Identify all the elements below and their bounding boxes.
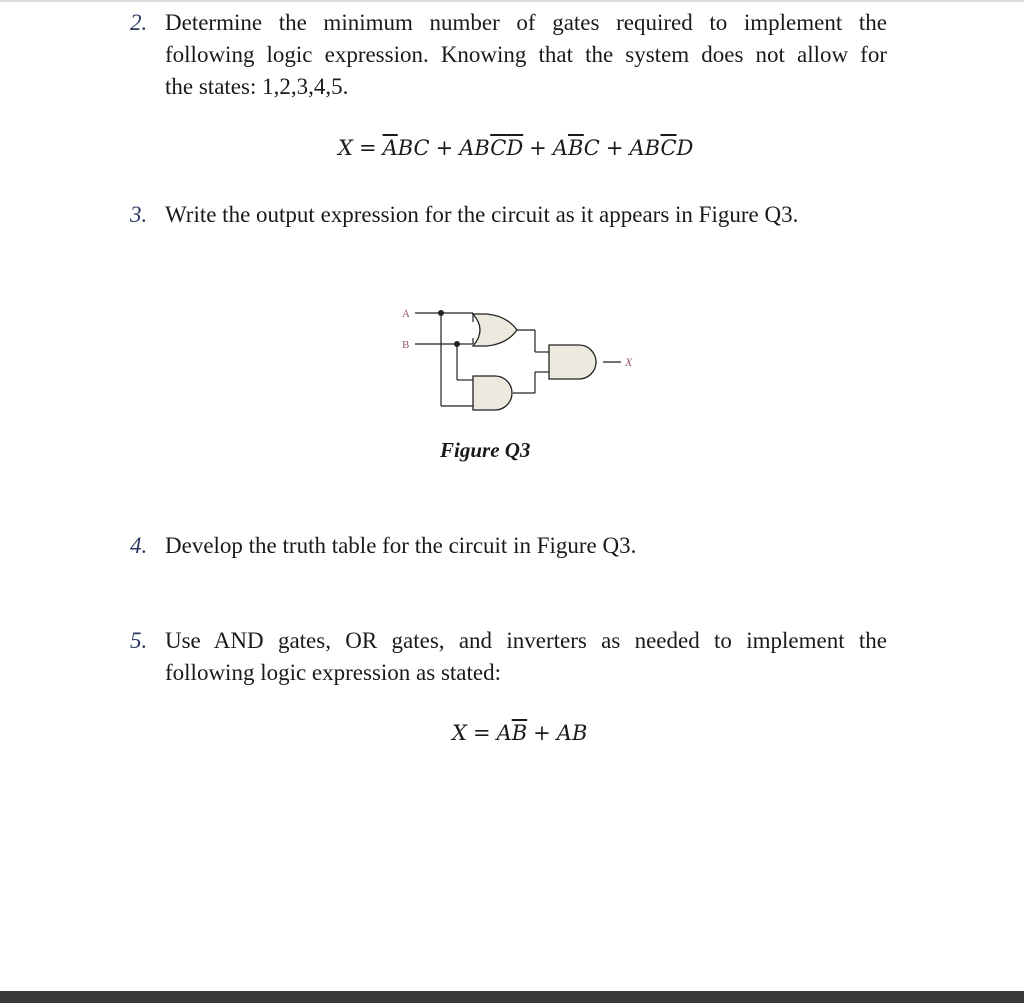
or-gate [473, 314, 517, 346]
bottom-bar [0, 991, 1024, 1003]
variable: D [676, 136, 694, 160]
equation-plus: + [529, 136, 547, 160]
junction-a-dot [438, 310, 444, 316]
question-2-number: 2. [130, 10, 148, 35]
variable: AB [556, 721, 588, 745]
variable: AB [629, 136, 661, 160]
variable: A [496, 721, 512, 745]
input-b-label: B [402, 339, 410, 351]
equation-term [553, 136, 600, 160]
variable: C [583, 136, 600, 160]
top-rule [0, 0, 1024, 2]
question-5-equation [452, 723, 587, 744]
equation-term [557, 721, 588, 745]
variable: AB [459, 136, 491, 160]
variable: A [552, 136, 568, 160]
question-2-line-2: following logic expression. Knowing that the system does not allow for [165, 42, 887, 67]
complemented-variable: $\overline{B}$ [511, 721, 528, 745]
question-4-line-1: Develop the truth table for the circuit in Figure Q3. [165, 533, 637, 558]
question-4-number: 4. [130, 533, 148, 558]
equation-plus: + [533, 721, 551, 745]
equation-plus: + [605, 136, 624, 160]
question-3-line-1: Write the output expression for the circuit as it appears in Figure Q3. [165, 202, 799, 227]
equation-equals: = [472, 721, 491, 745]
equation-lhs: X [452, 721, 467, 745]
question-2-line-3: the states: 1,2,3,4,5. [165, 74, 349, 99]
equation-lhs: X [338, 136, 353, 160]
equation-equals: = [358, 136, 377, 160]
equation-plus: + [435, 136, 454, 160]
variable: BC [397, 136, 430, 160]
output-and-gate [549, 345, 596, 379]
output-x-label: X [625, 355, 633, 369]
logic-circuit-diagram [395, 300, 655, 420]
question-5-line-1: Use AND gates, OR gates, and inverters as needed to implement the [165, 628, 887, 653]
question-2-equation [338, 138, 693, 159]
junction-b-dot [454, 341, 460, 347]
complemented-variable: $\overline{C}$ [660, 136, 677, 160]
question-3-number: 3. [130, 202, 148, 227]
complemented-variable: $\overline{B}$ [567, 136, 584, 160]
figure-caption: Figure Q3 [440, 438, 531, 462]
equation-term [629, 136, 693, 160]
equation-term [459, 136, 523, 160]
complemented-variable: $\overline{C}$ [490, 136, 507, 160]
complemented-variable: $\overline{A}$ [382, 136, 398, 160]
and-gate [473, 376, 512, 410]
equation-term [383, 136, 430, 160]
question-5-number: 5. [130, 628, 148, 653]
input-a-label: A [402, 308, 410, 320]
question-5-line-2: following logic expression as stated: [165, 660, 501, 685]
complemented-variable: $\overline{D}$ [506, 136, 524, 160]
equation-term [497, 721, 528, 745]
question-2-line-1: Determine the minimum number of gates required to implement the [165, 10, 887, 35]
